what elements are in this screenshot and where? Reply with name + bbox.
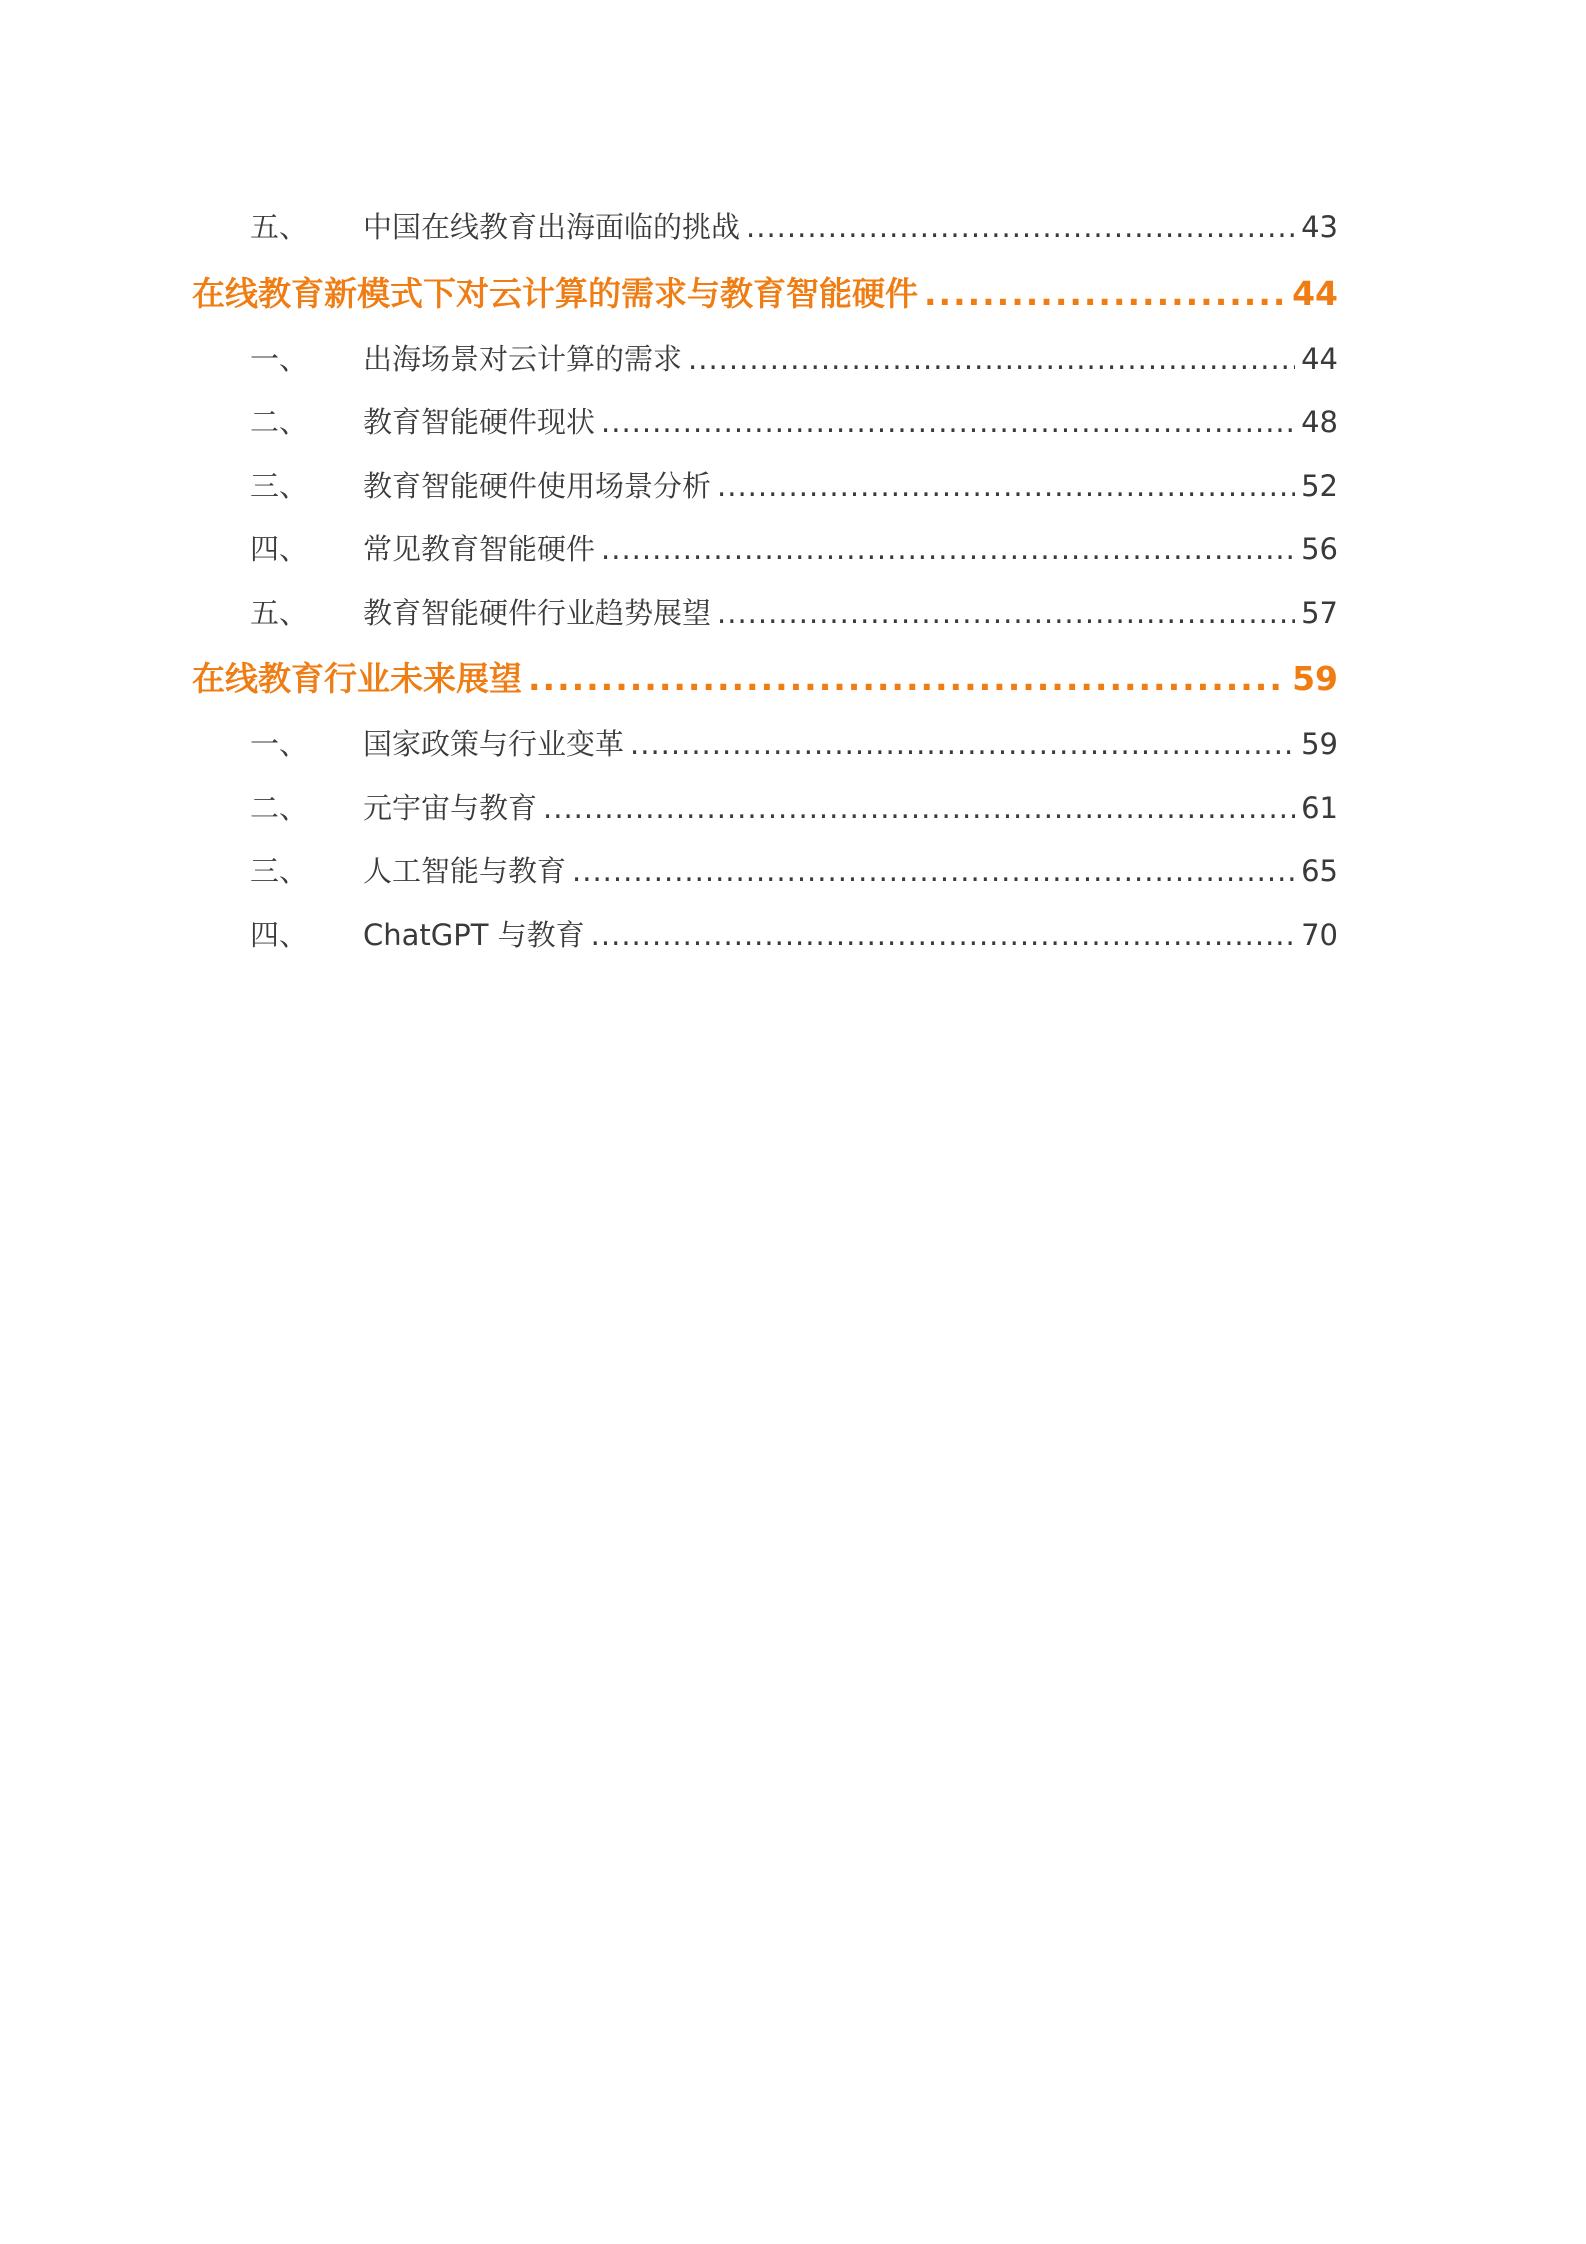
toc-entry-number: 一、 bbox=[250, 727, 309, 761]
toc-entry-number: 三、 bbox=[250, 468, 309, 503]
toc-entry-number: 四、 bbox=[250, 917, 309, 952]
toc-dot-leader bbox=[572, 840, 1295, 904]
toc-entry-page: 52 bbox=[1301, 468, 1338, 503]
toc-entry[interactable] bbox=[192, 328, 1338, 392]
toc-entry[interactable] bbox=[192, 518, 1338, 582]
toc-entry-title: 国家政策与行业变革 bbox=[363, 727, 625, 761]
toc-entry-page: 61 bbox=[1301, 790, 1338, 825]
toc-entry-title: 元宇宙与教育 bbox=[363, 790, 538, 825]
toc-entry-title: ChatGPT 与教育 bbox=[363, 917, 585, 952]
toc-entry[interactable] bbox=[192, 840, 1338, 904]
toc-entry-title: 人工智能与教育 bbox=[363, 854, 567, 888]
toc-entry-title: 教育智能硬件现状 bbox=[363, 405, 596, 439]
toc-entry-page: 59 bbox=[1301, 727, 1338, 761]
toc-entry-page: 44 bbox=[1301, 341, 1338, 376]
toc-chapter[interactable] bbox=[192, 645, 1338, 713]
toc-entry-page: 48 bbox=[1301, 405, 1338, 439]
toc-chapter[interactable] bbox=[192, 260, 1338, 328]
toc-entry-title: 常见教育智能硬件 bbox=[363, 532, 596, 566]
toc-entry-number: 三、 bbox=[250, 854, 309, 888]
toc-entry-number: 四、 bbox=[250, 532, 309, 566]
toc-dot-leader bbox=[717, 455, 1295, 519]
toc-entry-title: 出海场景对云计算的需求 bbox=[363, 341, 683, 376]
toc-entry-number: 二、 bbox=[250, 790, 309, 825]
toc-dot-leader bbox=[601, 391, 1295, 455]
toc-entry-number: 一、 bbox=[250, 341, 309, 376]
toc-entry-page: 43 bbox=[1301, 210, 1338, 244]
toc-chapter-title: 在线教育行业未来展望 bbox=[192, 659, 522, 698]
toc-entry-title: 教育智能硬件行业趋势展望 bbox=[363, 595, 712, 630]
toc-entry[interactable] bbox=[192, 391, 1338, 455]
toc-entry[interactable] bbox=[192, 713, 1338, 777]
toc-entry[interactable] bbox=[192, 196, 1338, 260]
toc-entry-number: 五、 bbox=[250, 210, 309, 244]
toc-entry-page: 70 bbox=[1301, 917, 1338, 952]
toc-dot-leader bbox=[630, 713, 1295, 777]
toc-entry[interactable] bbox=[192, 777, 1338, 841]
toc-entry[interactable] bbox=[192, 582, 1338, 646]
toc-entry[interactable] bbox=[192, 455, 1338, 519]
toc-entry-title: 教育智能硬件使用场景分析 bbox=[363, 468, 712, 503]
toc-dot-leader bbox=[543, 777, 1295, 841]
toc-entry[interactable] bbox=[192, 904, 1338, 968]
toc-entry-number: 五、 bbox=[250, 595, 309, 630]
toc-dot-leader bbox=[746, 196, 1295, 260]
toc-entry-number: 二、 bbox=[250, 405, 309, 439]
toc-dot-leader bbox=[717, 582, 1295, 646]
toc-chapter-title: 在线教育新模式下对云计算的需求与教育智能硬件 bbox=[192, 273, 918, 313]
toc-dot-leader bbox=[591, 904, 1295, 968]
table-of-contents bbox=[192, 196, 1338, 967]
toc-dot-leader bbox=[601, 518, 1295, 582]
toc-dot-leader bbox=[688, 328, 1295, 392]
toc-dot-leader bbox=[924, 260, 1286, 328]
toc-entry-page: 57 bbox=[1301, 595, 1338, 630]
toc-entry-page: 56 bbox=[1301, 532, 1338, 566]
toc-chapter-page: 44 bbox=[1292, 273, 1338, 313]
toc-entry-title: 中国在线教育出海面临的挑战 bbox=[363, 210, 741, 244]
toc-chapter-page: 59 bbox=[1292, 659, 1338, 698]
toc-entry-page: 65 bbox=[1301, 854, 1338, 888]
toc-dot-leader bbox=[528, 645, 1286, 713]
